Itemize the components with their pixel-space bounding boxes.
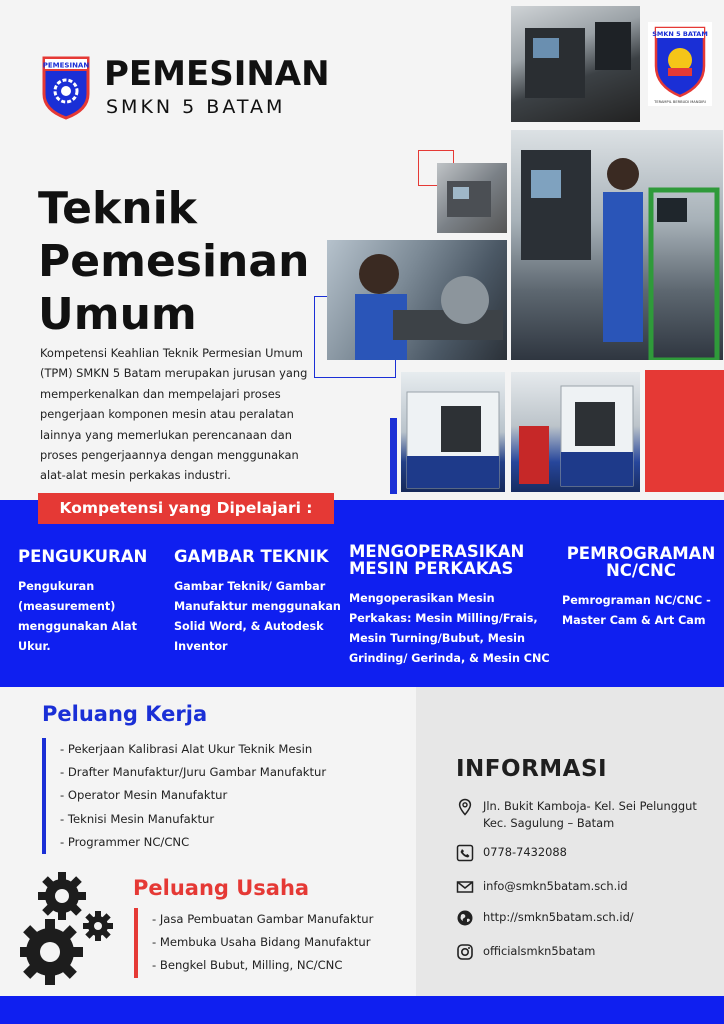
seal-text: SMKN 5 BATAM: [652, 30, 708, 38]
competency-title: PEMROGRAMAN NC/CNC: [566, 544, 716, 580]
list-item: - Teknisi Mesin Manufaktur: [60, 811, 215, 826]
seal-motto: TERAMPIL BERBUDI MANDIRI: [654, 100, 706, 104]
address-line: Kec. Sagulung – Batam: [483, 816, 615, 830]
list-item: - Drafter Manufaktur/Juru Gambar Manufaktur: [60, 765, 327, 780]
competency-body: Mengoperasikan Mesin Perkakas: Mesin Milling/Frais, Mesin Turning/Bubut, Mesin Grinding/ Gerinda, & Mesin CNC: [349, 592, 550, 665]
pemesinan-logo: [40, 54, 92, 120]
list-item: - Pekerjaan Kalibrasi Alat Ukur Teknik Mesin: [60, 742, 313, 756]
photo-gap: [640, 6, 646, 122]
competency-technical-drawing: [174, 548, 344, 657]
info-title: INFORMASI: [456, 756, 608, 782]
competencies-tag: Kompetensi yang Dipelajari :: [38, 493, 334, 524]
competency-title: PENGUKURAN: [18, 547, 148, 566]
business-opportunities-title: Peluang Usaha: [133, 876, 310, 900]
hero-title-line: Umum: [38, 289, 197, 340]
email-row: [456, 878, 628, 896]
instagram-handle[interactable]: officialsmkn5batam: [483, 944, 596, 958]
lathe-machine-photo: [511, 6, 640, 122]
competency-title: MENGOPERASIKAN MESIN PERKAKAS: [349, 542, 525, 578]
job-opportunities-title: Peluang Kerja: [42, 702, 208, 726]
student-operating-cnc-photo: [511, 130, 723, 360]
list-item: - Programmer NC/CNC: [60, 834, 190, 849]
globe-icon: [456, 909, 474, 927]
cnc-machine-photo-1: [401, 372, 505, 492]
competency-body: Pengukuran (measurement) menggunakan Alat Ukur.: [18, 580, 137, 653]
competency-cnc-programming: [562, 545, 720, 631]
website-row: [456, 909, 634, 927]
list-item: - Operator Mesin Manufaktur: [60, 788, 228, 803]
intro-text: Kompetensi Keahlian Teknik Permesian Umum (TPM) SMKN 5 Batam merupakan jurusan yang memperkenalkan dan mempelajari proses pengerjaan komponen mesin atau peralatan lainnya yang memerlukan perencanaan dan proses pengerjaannya dengan menggunakan alat-alat mesin perkakas industri.: [40, 346, 308, 483]
gears-icon: [20, 866, 120, 986]
student-operating-lathe-photo: [327, 240, 507, 360]
list-item: - Jasa Pembuatan Gambar Manufaktur: [152, 912, 374, 926]
job-opportunities-list: [42, 738, 326, 854]
brand-title: PEMESINAN: [104, 54, 330, 94]
list-item: - Bengkel Bubut, Milling, NC/CNC: [152, 958, 343, 973]
list-item: - Membuka Usaha Bidang Manufaktur: [152, 935, 371, 950]
competency-body: Gambar Teknik/ Gambar Manufaktur menggunakan Solid Word, & Autodesk Inventor: [174, 580, 341, 653]
address-line: Jln. Bukit Kamboja- Kel. Sei Pelunggut: [483, 799, 697, 813]
address-row: [456, 798, 697, 832]
competency-title: GAMBAR TEKNIK: [174, 547, 329, 566]
business-opportunities-list: [134, 908, 373, 978]
cnc-machine-photo-2: [511, 372, 640, 492]
website-link[interactable]: http://smkn5batam.sch.id/: [483, 910, 634, 924]
phone-row: [456, 844, 567, 862]
machine-detail-photo: [437, 163, 507, 233]
red-block-decoration: [645, 370, 724, 492]
location-pin-icon: [456, 798, 474, 816]
competency-measurement: [18, 548, 168, 657]
hero-title-line: Teknik: [38, 183, 197, 234]
email-link[interactable]: info@smkn5batam.sch.id: [483, 879, 628, 893]
blue-bar-decoration: [390, 418, 397, 494]
competency-body: Pemrograman NC/CNC - Master Cam & Art Cam: [562, 594, 711, 627]
phone-number[interactable]: 0778-7432088: [483, 845, 567, 859]
hero-title: [38, 182, 309, 341]
brand-subtitle: SMKN 5 BATAM: [106, 96, 286, 118]
phone-icon: [456, 844, 474, 862]
school-seal: [648, 22, 712, 106]
bottom-band: [0, 996, 724, 1024]
instagram-icon: [456, 943, 474, 961]
envelope-icon: [456, 878, 474, 896]
competency-machine-operation: [349, 543, 554, 669]
hero-title-line: Pemesinan: [38, 236, 310, 287]
logo-text: PEMESINAN: [42, 61, 90, 70]
instagram-row: [456, 943, 595, 961]
